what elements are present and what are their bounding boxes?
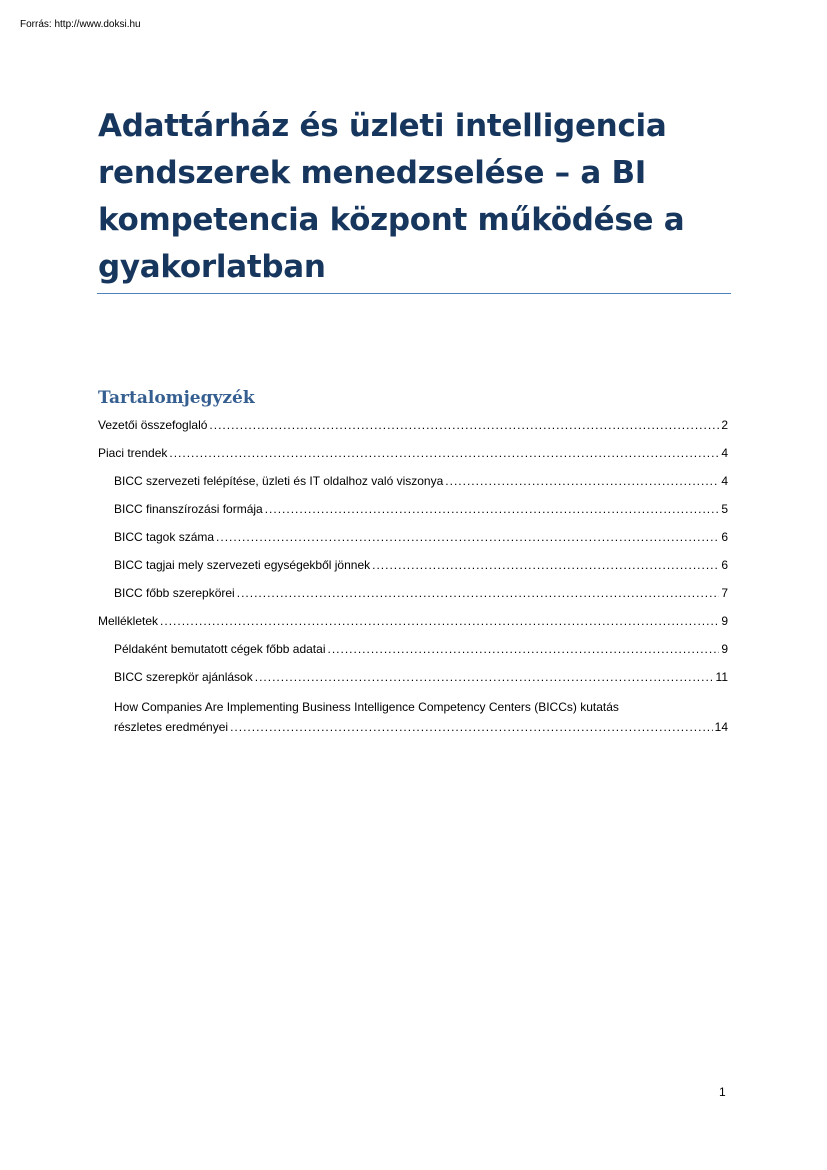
toc-dot-leader: [160, 612, 719, 630]
toc-entry-bicc-szervezeti-felepitese[interactable]: [114, 472, 728, 490]
toc-entry-label: Vezetői összefoglaló: [98, 418, 208, 432]
toc-heading: Tartalomjegyzék: [98, 388, 255, 408]
toc-dot-leader: [230, 718, 713, 736]
title-line: kompetencia központ működése a: [98, 202, 685, 238]
title-line: gyakorlatban: [98, 249, 326, 285]
toc-dot-leader: [372, 556, 719, 574]
toc-entry-label: BICC tagok száma: [114, 530, 215, 544]
toc-entry-peldakent-bemutatott-cegek[interactable]: [114, 640, 728, 658]
toc-entry-label: Mellékletek: [98, 614, 159, 628]
toc-entry-page: 5: [721, 502, 728, 516]
toc-entry-page: 6: [721, 558, 728, 572]
toc-entry-page: 4: [721, 474, 728, 488]
title-line: Adattárház és üzleti intelligencia: [98, 108, 667, 144]
toc-dot-leader: [255, 668, 714, 686]
toc-entry-bicc-fobb-szerepkorei[interactable]: [114, 584, 728, 602]
toc-entry-label: BICC főbb szerepkörei: [114, 586, 235, 600]
toc-entry-page: 11: [715, 670, 728, 684]
toc-entry-label: How Companies Are Implementing Business Intelligence Competency Centers (BICCs) kutatás: [114, 700, 619, 714]
toc-dot-leader: [237, 584, 720, 602]
title-line: rendszerek menedzselése – a BI: [98, 155, 647, 191]
toc-entry-how-companies-line1[interactable]: [114, 698, 728, 716]
document-title: [98, 103, 730, 291]
toc-entry-page: 4: [721, 446, 728, 460]
toc-dot-leader: [209, 416, 719, 434]
toc-entry-page: 6: [721, 530, 728, 544]
toc-dot-leader: [265, 500, 720, 518]
toc-dot-leader: [445, 472, 719, 490]
toc-entry-vezetoi-osszefoglalo[interactable]: [98, 416, 728, 434]
source-line: Forrás: http://www.doksi.hu: [20, 19, 141, 30]
toc-entry-page: 9: [721, 614, 728, 628]
toc-entry-page: 2: [721, 418, 728, 432]
toc-entry-bicc-finanszirozasi-formaja[interactable]: [114, 500, 728, 518]
toc-entry-mellekletek[interactable]: [98, 612, 728, 630]
title-underline: [97, 293, 731, 294]
toc-dot-leader: [327, 640, 719, 658]
toc-entry-page: 9: [721, 642, 728, 656]
toc-entry-label: BICC tagjai mely szervezeti egységekből jönnek: [114, 558, 371, 572]
page-number: 1: [719, 1085, 726, 1099]
toc-entry-label: Piaci trendek: [98, 446, 168, 460]
toc-entry-bicc-szerepkor-ajanlasok[interactable]: [114, 668, 728, 686]
toc-entry-label: Példaként bemutatott cégek főbb adatai: [114, 642, 326, 656]
toc-dot-leader: [216, 528, 719, 546]
toc-entry-label: részletes eredményei: [114, 720, 229, 734]
toc-entry-label: BICC finanszírozási formája: [114, 502, 263, 516]
toc-entry-page: 7: [721, 586, 728, 600]
toc-entry-label: BICC szervezeti felépítése, üzleti és IT oldalhoz való viszonya: [114, 474, 444, 488]
toc-entry-bicc-tagok-szama[interactable]: [114, 528, 728, 546]
toc-entry-page: 14: [714, 720, 728, 734]
toc-entry-bicc-tagjai[interactable]: [114, 556, 728, 574]
toc-dot-leader: [169, 444, 719, 462]
toc-entry-how-companies-line2[interactable]: [114, 718, 728, 736]
toc-entry-label: BICC szerepkör ajánlások: [114, 670, 253, 684]
toc-entry-piaci-trendek[interactable]: [98, 444, 728, 462]
